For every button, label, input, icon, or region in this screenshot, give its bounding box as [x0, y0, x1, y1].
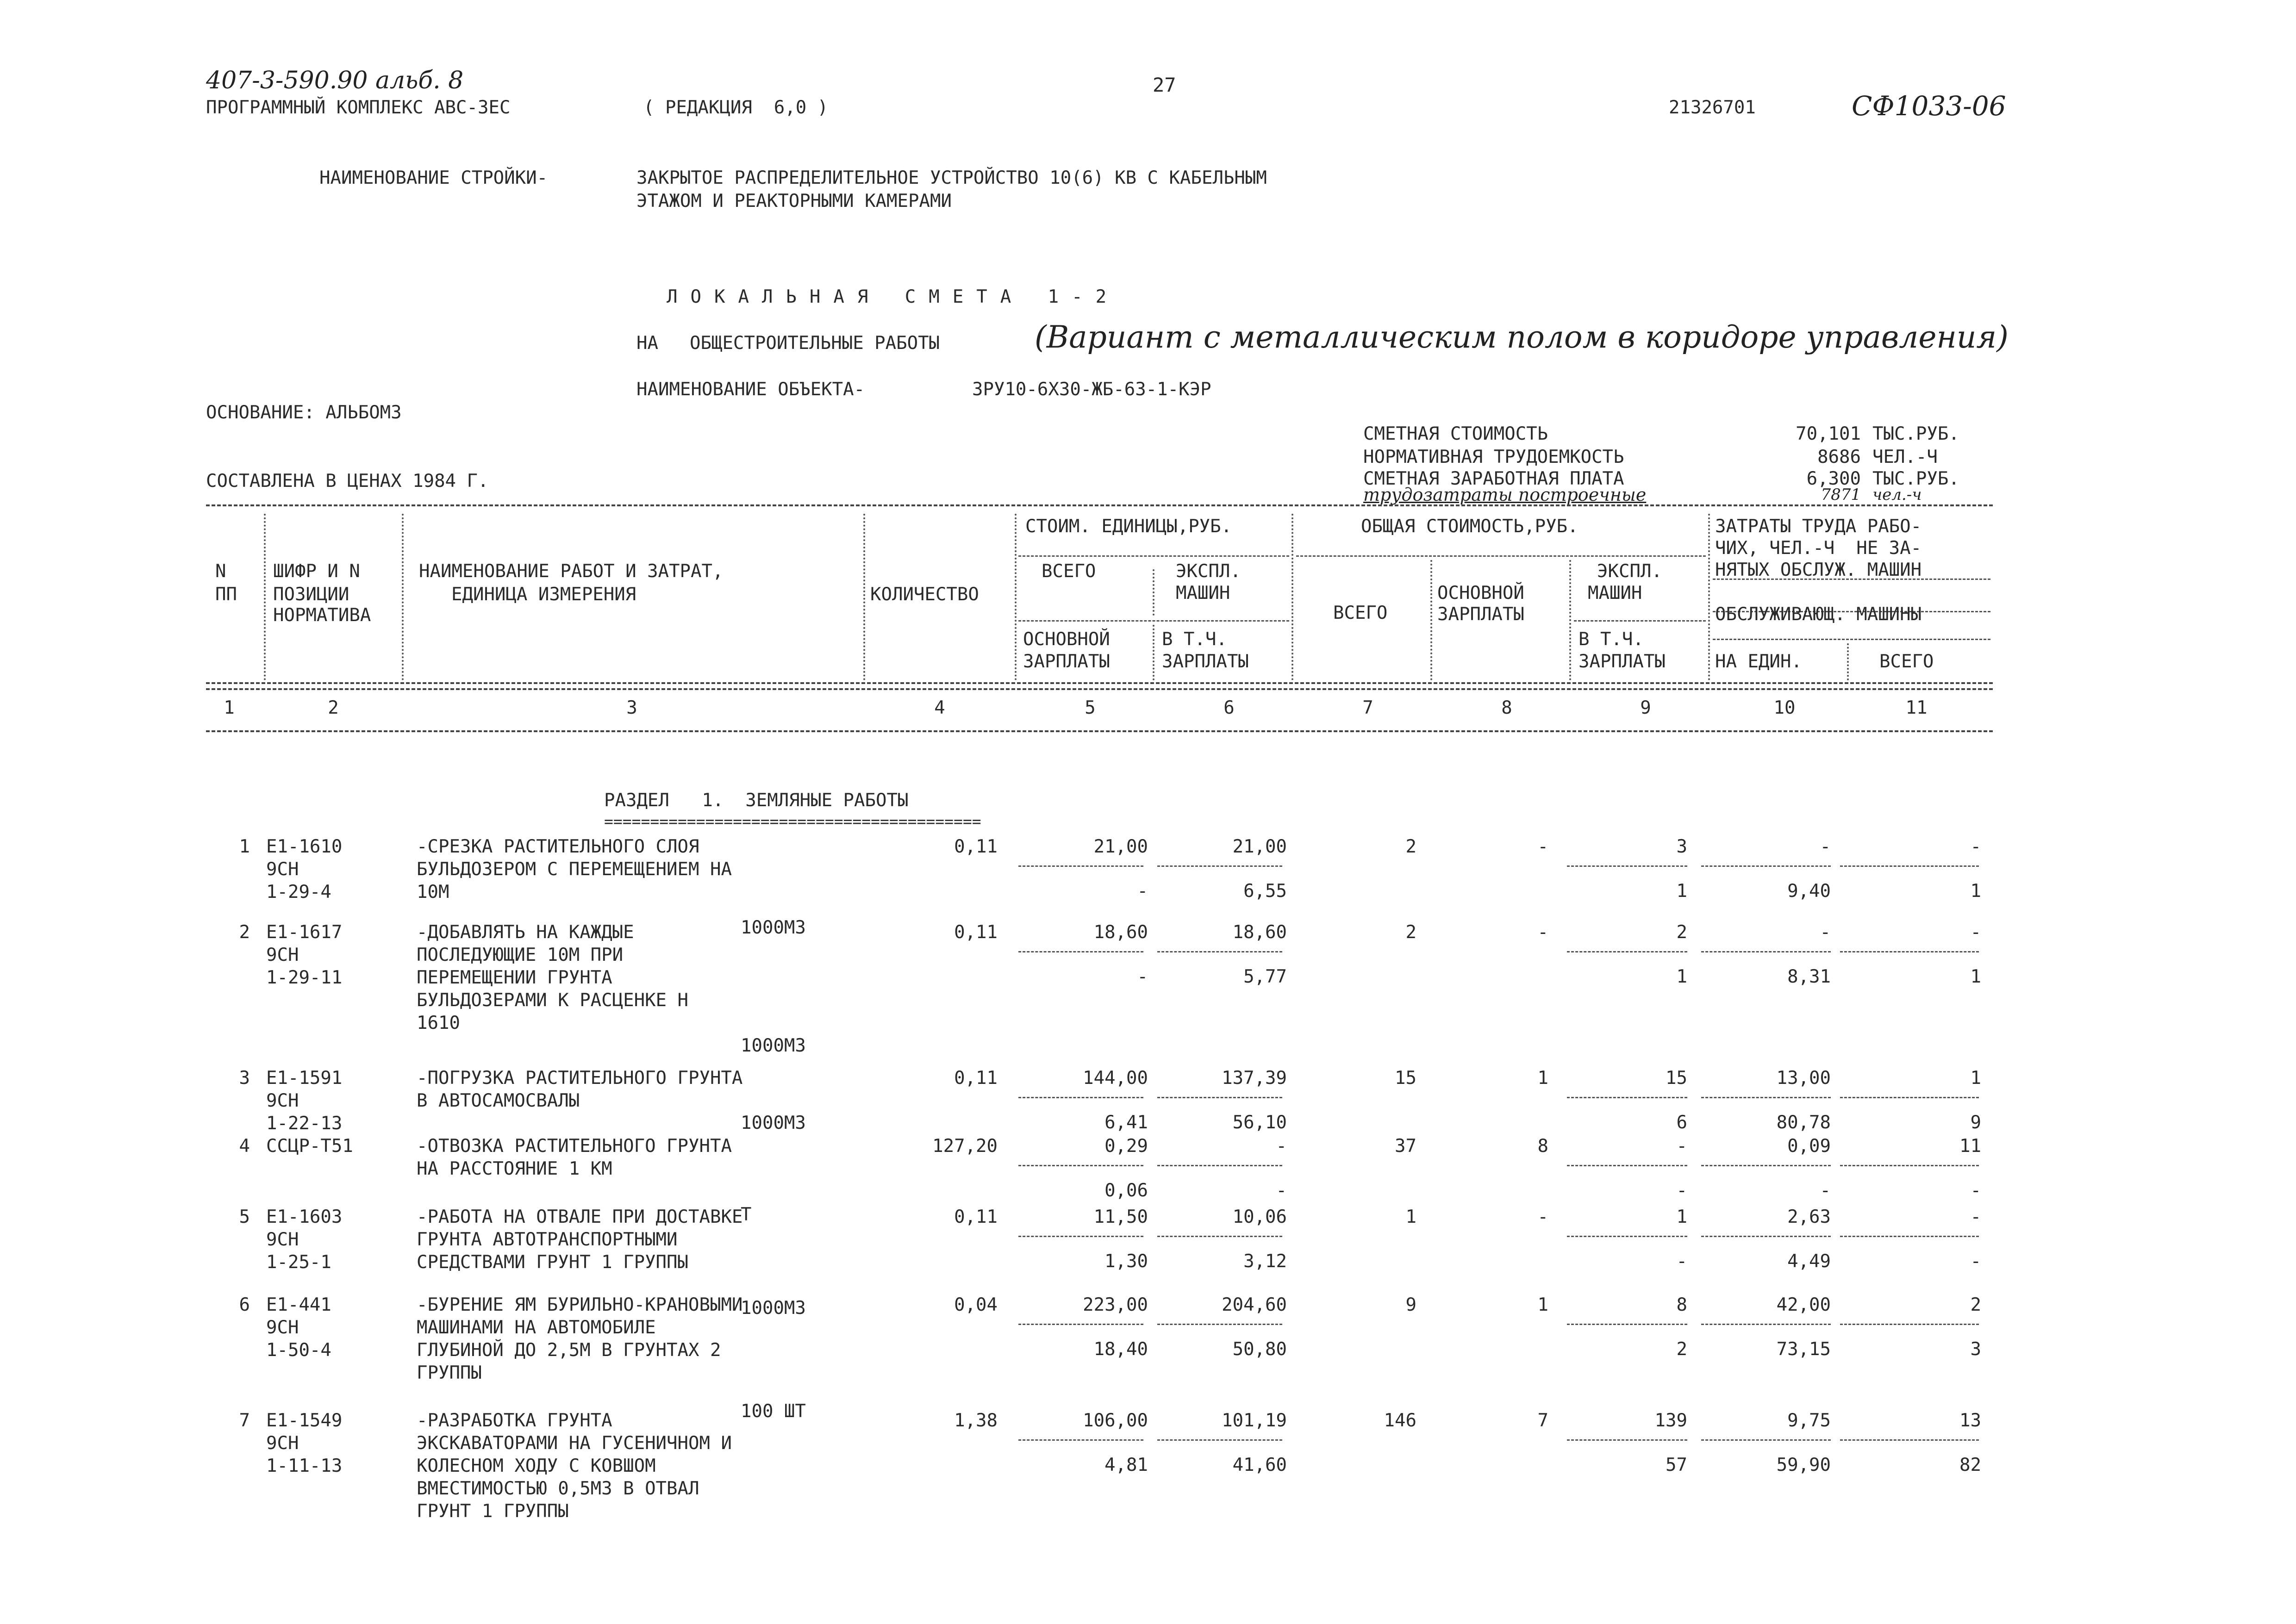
- value-underline: [1840, 951, 1979, 952]
- row-s11: 9: [1970, 1112, 1981, 1133]
- total-cost-header: ОБЩАЯ СТОИМОСТЬ,РУБ.: [1361, 516, 1578, 537]
- row-code: Е1-441: [266, 1294, 331, 1315]
- row-c5: 0,29: [1104, 1136, 1148, 1157]
- row-s11: -: [1970, 1180, 1981, 1201]
- row-qty: 0,11: [954, 1207, 998, 1227]
- row-code: 9СН: [266, 859, 299, 880]
- row-code: 9СН: [266, 1229, 299, 1250]
- value-underline: [1157, 1439, 1282, 1441]
- row-c6: 10,06: [1232, 1207, 1287, 1227]
- row-qty: 1,38: [954, 1410, 998, 1431]
- estimate-title: ЛОКАЛЬНАЯ СМЕТА 1-2: [667, 286, 1120, 307]
- labor-total-header: ВСЕГО: [1879, 651, 1934, 672]
- row-c7: 15: [1395, 1068, 1416, 1089]
- section-underline: =========================================: [604, 812, 981, 830]
- col2-header-3: НОРМАТИВА: [273, 605, 371, 626]
- row-c6: -: [1276, 1136, 1287, 1157]
- row-number: 4: [239, 1136, 250, 1157]
- col-sep: [1430, 560, 1432, 680]
- row-c6: 204,60: [1222, 1294, 1287, 1315]
- row-s10: 59,90: [1776, 1455, 1831, 1475]
- col-sep: [863, 514, 865, 680]
- row-code: ССЦР-Т51: [266, 1136, 353, 1157]
- col4-header: КОЛИЧЕСТВО: [870, 584, 979, 605]
- section-title: РАЗДЕЛ 1. ЗЕМЛЯНЫЕ РАБОТЫ: [604, 790, 909, 811]
- row-c11: 11: [1959, 1136, 1981, 1157]
- row-c11: -: [1970, 922, 1981, 943]
- row-code: 1-11-13: [266, 1456, 343, 1476]
- value-underline: [1157, 1165, 1282, 1166]
- row-number: 5: [239, 1207, 250, 1227]
- row-s6: 50,80: [1232, 1339, 1287, 1360]
- row-s9: -: [1676, 1180, 1687, 1201]
- col-number: 8: [1501, 697, 1512, 718]
- total-mach-wage-header: В Т.Ч.: [1578, 629, 1644, 650]
- row-c11: 13: [1959, 1410, 1981, 1431]
- row-s11: 3: [1970, 1339, 1981, 1360]
- row-s6: 5,77: [1243, 966, 1287, 987]
- row-s10: 8,31: [1787, 966, 1831, 987]
- row-description: 1610: [417, 1013, 460, 1033]
- row-c5: 223,00: [1083, 1294, 1148, 1315]
- row-description: ПОСЛЕДУЮЩИЕ 10М ПРИ: [417, 945, 624, 965]
- row-s9: -: [1676, 1251, 1687, 1272]
- row-description: БУЛЬДОЗЕРАМИ К РАСЦЕНКЕ Н: [417, 990, 688, 1011]
- value-underline: [1701, 1236, 1831, 1237]
- document-code: 21326701: [1669, 97, 1756, 118]
- row-code: Е1-1549: [266, 1410, 343, 1431]
- row-s5: 1,30: [1104, 1251, 1148, 1272]
- row-number: 6: [239, 1294, 250, 1315]
- row-unit: 1000М3: [741, 917, 806, 938]
- value-underline: [1567, 1097, 1687, 1098]
- row-c11: -: [1970, 1207, 1981, 1227]
- row-description: -БУРЕНИЕ ЯМ БУРИЛЬНО-КРАНОВЫМИ: [417, 1294, 743, 1315]
- row-description: МАШИНАМИ НА АВТОМОБИЛЕ: [417, 1317, 656, 1338]
- row-s6: 56,10: [1232, 1112, 1287, 1133]
- unit-mach-header: ЭКСПЛ.: [1176, 561, 1241, 582]
- row-s10: 9,40: [1787, 881, 1831, 902]
- row-c10: 0,09: [1787, 1136, 1831, 1157]
- row-s9: 1: [1676, 881, 1687, 902]
- unit-mach-wage-header-2: ЗАРПЛАТЫ: [1162, 651, 1249, 672]
- unit-wage-header-2: ЗАРПЛАТЫ: [1023, 651, 1110, 672]
- row-s9: 57: [1666, 1455, 1687, 1475]
- row-s5: 0,06: [1104, 1180, 1148, 1201]
- row-code: 1-25-1: [266, 1252, 331, 1273]
- row-c5: 11,50: [1093, 1207, 1148, 1227]
- col1-header-2: ПП: [215, 584, 237, 605]
- row-c6: 21,00: [1232, 836, 1287, 857]
- unit-cost-header: СТОИМ. ЕДИНИЦЫ,РУБ.: [1025, 516, 1232, 537]
- numbers-bottom-rule: [206, 730, 1993, 732]
- row-description: БУЛЬДОЗЕРОМ С ПЕРЕМЕЩЕНИЕМ НА: [417, 859, 732, 880]
- row-description: ГРУНТ 1 ГРУППЫ: [417, 1501, 569, 1522]
- row-c10: 9,75: [1787, 1410, 1831, 1431]
- value-underline: [1567, 865, 1687, 867]
- row-s5: 18,40: [1093, 1339, 1148, 1360]
- row-number: 3: [239, 1068, 250, 1089]
- labor-unit-header: НА ЕДИН.: [1715, 651, 1802, 672]
- value-underline: [1018, 1165, 1143, 1166]
- sheet-code: СФ1033-06: [1852, 90, 2006, 122]
- row-description: ВМЕСТИМОСТЬЮ 0,5М3 В ОТВАЛ: [417, 1478, 699, 1499]
- value-underline: [1018, 1236, 1143, 1237]
- col-sep: [1153, 569, 1154, 616]
- summary-labor-unit: ЧЕЛ.-Ч: [1872, 447, 1938, 467]
- header-top-rule: [206, 504, 1993, 506]
- col3-header-2: ЕДИНИЦА ИЗМЕРЕНИЯ: [451, 584, 636, 605]
- labor-header: ЗАТРАТЫ ТРУДА РАБО-: [1715, 516, 1922, 537]
- row-c6: 101,19: [1222, 1410, 1287, 1431]
- col-number: 3: [626, 697, 637, 718]
- col3-header: НАИМЕНОВАНИЕ РАБОТ И ЗАТРАТ,: [419, 561, 724, 582]
- row-description: КОЛЕСНОМ ХОДУ С КОВШОМ: [417, 1456, 656, 1476]
- row-code: 9СН: [266, 1317, 299, 1338]
- row-code: 1-22-13: [266, 1113, 343, 1134]
- row-number: 1: [239, 836, 250, 857]
- value-underline: [1840, 1097, 1979, 1098]
- row-s9: 1: [1676, 966, 1687, 987]
- row-c5: 144,00: [1083, 1068, 1148, 1089]
- row-code: Е1-1617: [266, 922, 343, 943]
- col-number: 7: [1362, 697, 1373, 718]
- row-qty: 0,11: [954, 836, 998, 857]
- header-inner-rule: [1018, 620, 1289, 622]
- handwritten-labor-value: 7871: [1821, 485, 1861, 504]
- row-s11: 82: [1959, 1455, 1981, 1475]
- header-inner-rule: [1296, 555, 1706, 557]
- col-sep: [264, 514, 266, 680]
- col-number: 5: [1085, 697, 1096, 718]
- row-description: -СРЕЗКА РАСТИТЕЛЬНОГО СЛОЯ: [417, 836, 699, 857]
- value-underline: [1157, 1324, 1282, 1325]
- row-s11: 1: [1970, 966, 1981, 987]
- row-unit: 100 ШТ: [741, 1401, 806, 1422]
- row-qty: 0,04: [954, 1294, 998, 1315]
- page-number: 27: [1153, 74, 1176, 96]
- row-c8: 1: [1537, 1294, 1548, 1315]
- row-s6: 6,55: [1243, 881, 1287, 902]
- works-type: ОБЩЕСТРОИТЕЛЬНЫЕ РАБОТЫ: [690, 333, 940, 354]
- col-sep: [402, 514, 404, 680]
- value-underline: [1701, 865, 1831, 867]
- total-mach-header: ЭКСПЛ.: [1597, 561, 1662, 582]
- row-c10: 2,63: [1787, 1207, 1831, 1227]
- row-s6: 41,60: [1232, 1455, 1287, 1475]
- row-s11: 1: [1970, 881, 1981, 902]
- row-code: Е1-1591: [266, 1068, 343, 1089]
- basis: ОСНОВАНИЕ: АЛЬБОМ3: [206, 402, 402, 423]
- row-c9: 15: [1666, 1068, 1687, 1089]
- row-unit: Т: [741, 1204, 752, 1225]
- value-underline: [1701, 951, 1831, 952]
- row-number: 2: [239, 922, 250, 943]
- col-sep: [1708, 514, 1710, 680]
- row-code: 9СН: [266, 945, 299, 965]
- project-name-line2: ЭТАЖОМ И РЕАКТОРНЫМИ КАМЕРАМИ: [636, 191, 952, 212]
- value-underline: [1157, 951, 1282, 952]
- row-description: 10М: [417, 882, 449, 902]
- summary-wage-value: 6,300: [1806, 468, 1861, 489]
- col-sep: [1569, 560, 1571, 680]
- variant-note: (Вариант с металлическим полом в коридоре управления): [1035, 319, 2009, 355]
- value-underline: [1157, 1236, 1282, 1237]
- col-number: 11: [1905, 697, 1928, 718]
- row-number: 7: [239, 1410, 250, 1431]
- value-underline: [1157, 865, 1282, 867]
- labor-header-2: ЧИХ, ЧЕЛ.-Ч НЕ ЗА-: [1715, 538, 1922, 559]
- row-description: НА РАССТОЯНИЕ 1 КМ: [417, 1158, 612, 1179]
- row-c9: 8: [1676, 1294, 1687, 1315]
- value-underline: [1157, 1097, 1282, 1098]
- summary-wage-label: СМЕТНАЯ ЗАРАБОТНАЯ ПЛАТА: [1363, 468, 1624, 489]
- row-qty: 127,20: [932, 1136, 998, 1157]
- total-mach-header-2: МАШИН: [1588, 583, 1642, 604]
- row-c7: 9: [1405, 1294, 1416, 1315]
- row-c9: 2: [1676, 922, 1687, 943]
- row-c11: 1: [1970, 1068, 1981, 1089]
- col2-header: ШИФР И N: [273, 561, 360, 582]
- summary-labor-label: НОРМАТИВНАЯ ТРУДОЕМКОСТЬ: [1363, 447, 1624, 467]
- row-c7: 1: [1405, 1207, 1416, 1227]
- handwritten-labor-unit: чел.-ч: [1872, 485, 1922, 504]
- row-code: Е1-1610: [266, 836, 343, 857]
- value-underline: [1701, 1439, 1831, 1441]
- labor-sub-header: ОБСЛУЖИВАЮЩ. МАШИНЫ: [1715, 604, 1922, 625]
- row-description: -РАБОТА НА ОТВАЛЕ ПРИ ДОСТАВКЕ: [417, 1207, 743, 1227]
- summary-labor-value: 8686: [1817, 447, 1861, 467]
- value-underline: [1567, 951, 1687, 952]
- unit-total-header: ВСЕГО: [1042, 561, 1096, 582]
- row-description: -ДОБАВЛЯТЬ НА КАЖДЫЕ: [417, 922, 634, 943]
- row-c8: 1: [1537, 1068, 1548, 1089]
- row-c5: 106,00: [1083, 1410, 1148, 1431]
- row-qty: 0,11: [954, 922, 998, 943]
- header-bottom-rule-2: [206, 688, 1993, 690]
- row-c9: 1: [1676, 1207, 1687, 1227]
- object-code: ЗРУ10-6Х30-ЖБ-63-1-КЭР: [972, 379, 1211, 400]
- value-underline: [1018, 1097, 1143, 1098]
- works-prefix: НА: [636, 333, 658, 354]
- value-underline: [1018, 865, 1143, 867]
- row-code: 1-50-4: [266, 1340, 331, 1361]
- row-s6: 3,12: [1243, 1251, 1287, 1272]
- row-unit: 1000М3: [741, 1035, 806, 1056]
- value-underline: [1840, 1324, 1979, 1325]
- col-sep: [1153, 625, 1154, 680]
- handwritten-labor-label: трудозатраты построечные: [1363, 485, 1647, 505]
- price-basis: СОСТАВЛЕНА В ЦЕНАХ 1984 Г.: [206, 471, 489, 492]
- value-underline: [1567, 1165, 1687, 1166]
- value-underline: [1018, 1324, 1143, 1325]
- row-unit: 1000М3: [741, 1113, 806, 1133]
- value-underline: [1018, 951, 1143, 952]
- summary-cost-value: 70,101: [1796, 423, 1861, 444]
- col-number: 2: [328, 697, 339, 718]
- row-c9: 3: [1676, 836, 1687, 857]
- row-s10: 4,49: [1787, 1251, 1831, 1272]
- row-s5: 4,81: [1104, 1455, 1148, 1475]
- value-underline: [1840, 1165, 1979, 1166]
- row-c7: 2: [1405, 836, 1416, 857]
- row-c7: 2: [1405, 922, 1416, 943]
- row-c5: 21,00: [1093, 836, 1148, 857]
- row-description: ГРУНТА АВТОТРАНСПОРТНЫМИ: [417, 1229, 678, 1250]
- row-c8: -: [1537, 1207, 1548, 1227]
- header-inner-rule: [1713, 639, 1990, 640]
- col-number: 4: [934, 697, 945, 718]
- project-label: НАИМЕНОВАНИЕ СТРОЙКИ-: [319, 168, 548, 188]
- total-all-header: ВСЕГО: [1333, 603, 1388, 623]
- value-underline: [1567, 1236, 1687, 1237]
- row-c10: 42,00: [1776, 1294, 1831, 1315]
- col2-header-2: ПОЗИЦИИ: [273, 584, 349, 605]
- row-unit: 1000М3: [741, 1298, 806, 1319]
- row-c9: 139: [1654, 1410, 1687, 1431]
- row-description: -ПОГРУЗКА РАСТИТЕЛЬНОГО ГРУНТА: [417, 1068, 743, 1089]
- row-c7: 146: [1384, 1410, 1416, 1431]
- row-s10: -: [1820, 1180, 1831, 1201]
- row-s6: -: [1276, 1180, 1287, 1201]
- col-number: 9: [1640, 697, 1651, 718]
- col-number: 6: [1223, 697, 1235, 718]
- row-description: ГЛУБИНОЙ ДО 2,5М В ГРУНТАХ 2: [417, 1340, 721, 1361]
- row-s9: 6: [1676, 1112, 1687, 1133]
- value-underline: [1840, 865, 1979, 867]
- value-underline: [1567, 1439, 1687, 1441]
- row-code: Е1-1603: [266, 1207, 343, 1227]
- row-c9: -: [1676, 1136, 1687, 1157]
- value-underline: [1701, 1165, 1831, 1166]
- row-s9: 2: [1676, 1339, 1687, 1360]
- row-description: ПЕРЕМЕЩЕНИИ ГРУНТА: [417, 967, 612, 988]
- row-code: 1-29-11: [266, 967, 343, 988]
- total-mach-wage-header-2: ЗАРПЛАТЫ: [1578, 651, 1666, 672]
- total-wage-header: ОСНОВНОЙ: [1437, 583, 1524, 604]
- value-underline: [1567, 1324, 1687, 1325]
- value-underline: [1840, 1236, 1979, 1237]
- row-c7: 37: [1395, 1136, 1416, 1157]
- header-inner-rule: [1574, 620, 1706, 622]
- row-c8: -: [1537, 922, 1548, 943]
- col-number: 1: [224, 697, 235, 718]
- album-reference: 407-3-590.90 альб. 8: [206, 67, 464, 94]
- total-wage-header-2: ЗАРПЛАТЫ: [1437, 604, 1524, 625]
- col1-header: N: [215, 561, 226, 582]
- row-description: -ОТВОЗКА РАСТИТЕЛЬНОГО ГРУНТА: [417, 1136, 732, 1157]
- row-c10: 13,00: [1776, 1068, 1831, 1089]
- unit-mach-wage-header: В Т.Ч.: [1162, 629, 1227, 650]
- value-underline: [1701, 1324, 1831, 1325]
- row-c8: 8: [1537, 1136, 1548, 1157]
- value-underline: [1018, 1439, 1143, 1441]
- unit-mach-header-2: МАШИН: [1176, 583, 1230, 604]
- row-s5: -: [1137, 881, 1148, 902]
- row-s10: 73,15: [1776, 1339, 1831, 1360]
- row-c8: 7: [1537, 1410, 1548, 1431]
- row-description: ГРУППЫ: [417, 1363, 482, 1383]
- summary-cost-unit: ТЫС.РУБ.: [1872, 423, 1959, 444]
- row-description: В АВТОСАМОСВАЛЫ: [417, 1090, 580, 1111]
- summary-cost-label: СМЕТНАЯ СТОИМОСТЬ: [1363, 423, 1548, 444]
- row-c6: 18,60: [1232, 922, 1287, 943]
- row-description: СРЕДСТВАМИ ГРУНТ 1 ГРУППЫ: [417, 1252, 688, 1273]
- value-underline: [1701, 1097, 1831, 1098]
- unit-wage-header: ОСНОВНОЙ: [1023, 629, 1110, 650]
- row-c6: 137,39: [1222, 1068, 1287, 1089]
- row-description: ЭКСКАВАТОРАМИ НА ГУСЕНИЧНОМ И: [417, 1433, 732, 1454]
- row-qty: 0,11: [954, 1068, 998, 1089]
- object-label: НАИМЕНОВАНИЕ ОБЪЕКТА-: [636, 379, 865, 400]
- row-code: 9СН: [266, 1090, 299, 1111]
- row-c11: 2: [1970, 1294, 1981, 1315]
- row-description: -РАЗРАБОТКА ГРУНТА: [417, 1410, 612, 1431]
- program-edition: ( РЕДАКЦИЯ 6,0 ): [643, 97, 829, 118]
- row-s10: 80,78: [1776, 1112, 1831, 1133]
- row-c11: -: [1970, 836, 1981, 857]
- row-c10: -: [1820, 922, 1831, 943]
- col-sep: [1292, 514, 1293, 680]
- program-name: ПРОГРАММНЫЙ КОМПЛЕКС АВС-3ЕС: [206, 97, 511, 118]
- value-underline: [1840, 1439, 1979, 1441]
- row-code: 1-29-4: [266, 882, 331, 902]
- col-number: 10: [1773, 697, 1796, 718]
- row-c8: -: [1537, 836, 1548, 857]
- row-code: 9СН: [266, 1433, 299, 1454]
- row-s11: -: [1970, 1251, 1981, 1272]
- project-name-line1: ЗАКРЫТОЕ РАСПРЕДЕЛИТЕЛЬНОЕ УСТРОЙСТВО 10(6) КВ С КАБЕЛЬНЫМ: [636, 168, 1267, 188]
- summary-wage-unit: ТЫС.РУБ.: [1872, 468, 1959, 489]
- header-inner-rule: [1018, 555, 1289, 557]
- col-sep: [1015, 514, 1017, 680]
- row-s5: 6,41: [1104, 1112, 1148, 1133]
- labor-header-3: НЯТЫХ ОБСЛУЖ. МАШИН: [1715, 560, 1922, 580]
- row-c5: 18,60: [1093, 922, 1148, 943]
- header-bottom-rule: [206, 682, 1993, 684]
- row-s5: -: [1137, 966, 1148, 987]
- col-sep: [1847, 643, 1849, 680]
- row-c10: -: [1820, 836, 1831, 857]
